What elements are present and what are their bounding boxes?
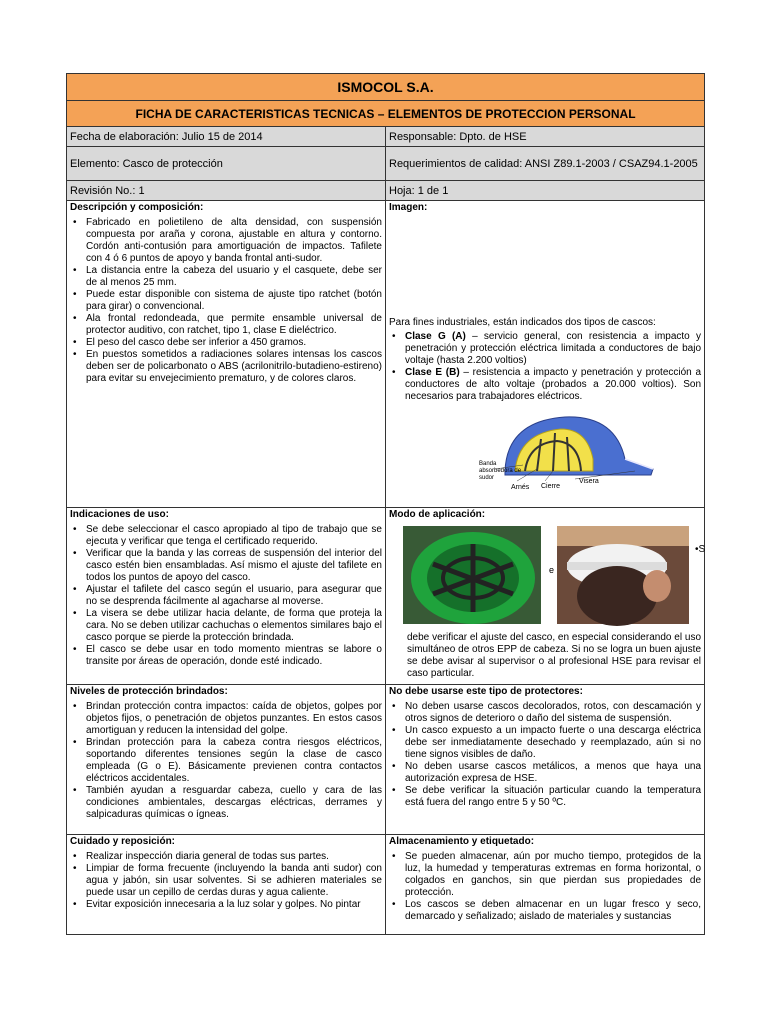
label-cierre: Cierre [541,483,561,490]
imagen-cell [386,201,705,508]
list-item: • Se pueden almacenar, aún por mucho tiempo, protegidos de la luz, la humedad y temperaturas extremas en forma horizontal, o colgados en ganchos, sin que pierdan sus propiedades de protección. [405,851,701,899]
list-item: • Brindan protección para la cabeza contra riesgos eléctricos, soportando diferentes tensiones según la clase de casco empleada (G o E). Básicamente previenen contra contactos eléctricos accidentales. [86,737,382,785]
no-usar-heading: No debe usarse este tipo de protectores: [389,686,583,697]
requerimientos-cell: Requerimientos de calidad: ANSI Z89.1-2003 / CSAZ94.1-2005 [386,147,705,181]
modo-cell [386,508,705,685]
clase-e-label: Clase E (B) [405,367,460,378]
list-item: • Ajustar el tafilete del casco según el usuario, para asegurar que no se desprenda fácilmente al agacharse al moverse. [86,584,382,608]
list-item: • Limpiar de forma frecuente (incluyendo la banda anti sudor) con agua y jabón, sin usar solventes. Si se adhieren materiales se puede usar un cepillo de cerdas duras y agua caliente. [86,863,382,899]
document-subtitle: FICHA DE CARACTERISTICAS TECNICAS – ELEMENTOS DE PROTECCION PERSONAL [67,101,705,127]
list-item: • No deben usarse cascos decolorados, rotos, con descamación y otros signos de deterioro o daño del sistema de suspensión. [405,701,701,725]
niveles-heading: Niveles de protección brindados: [70,686,228,697]
indicaciones-list [70,524,382,668]
list-item: • Se debe seleccionar el casco apropiado al tipo de trabajo que se ejecuta y verificar que tenga el certificado requerido. [86,524,382,548]
modo-photos [389,524,706,624]
list-item [405,331,701,367]
hoja-cell: Hoja: 1 de 1 [386,181,705,201]
list-item: • También ayudan a resguardar cabeza, cuello y cara de las condiciones ambientales, descargas eléctricas, derrames y salpicaduras químicas o ígneas. [86,785,382,821]
no-usar-cell [386,685,705,835]
fecha-cell: Fecha de elaboración: Julio 15 de 2014 [67,127,386,147]
helmet-wearing-photo [557,526,689,624]
revision-cell: Revisión No.: 1 [67,181,386,201]
clase-g-label: Clase G (A) [405,331,466,342]
descripcion-heading: Descripción y composición: [70,202,204,213]
list-item: • Evitar exposición innecesaria a la luz solar y golpes. No pintar [86,899,382,911]
descripcion-cell [67,201,386,508]
list-item: • El casco se debe usar en todo momento mientras se labore o transite por áreas de operación, donde esté indicado. [86,644,382,668]
list-item: • La visera se debe utilizar hacia delante, de forma que proteja la cara. No se deben utilizar cachuchas o elementos similares bajo el casco porque se pierde la protección brindada. [86,608,382,644]
list-item: • Brindan protección contra impactos: caída de objetos, golpes por objetos fijos, o penetración de objetos punzantes. En estos casos amortiguan y reducen la intensidad del golpe. [86,701,382,737]
list-item: • No deben usarse cascos metálicos, a menos que haya una autorización expresa de HSE. [405,761,701,785]
stray-letter: e [549,565,555,575]
helmet-interior-photo [403,526,541,624]
modo-heading: Modo de aplicación: [389,509,486,520]
label-visera: Visera [579,478,599,485]
almacenamiento-list [389,851,701,923]
list-item: • Un casco expuesto a un impacto fuerte o una descarga eléctrica debe ser inmediatamente desechado y reemplazado, aún si no tiene signos visibles de daño. [405,725,701,761]
cuidado-heading: Cuidado y reposición: [70,836,176,847]
list-item: • Ala frontal redondeada, que permite ensamble universal de protector auditivo, con ratchet, tipo 1, clase E dieléctrico. [86,313,382,337]
almacenamiento-heading: Almacenamiento y etiquetado: [389,836,535,847]
list-item: • Los cascos se deben almacenar en un lugar fresco y seco, demarcado y señalizado; aislado de materiales y sustancias [405,899,701,923]
list-item: • El peso del casco debe ser inferior a 450 gramos. [86,337,382,349]
list-item: • Puede estar disponible con sistema de ajuste tipo ratchet (botón para girar) o convencional. [86,289,382,313]
responsable-cell: Responsable: Dpto. de HSE [386,127,705,147]
list-item [405,367,701,403]
helmet-diagram [389,409,701,499]
niveles-cell [67,685,386,835]
elemento-cell: Elemento: Casco de protección [67,147,386,181]
list-item: • La distancia entre la cabeza del usuario y el casquete, debe ser de al menos 25 mm. [86,265,382,289]
list-item: • Realizar inspección diaria general de todas sus partes. [86,851,382,863]
almacenamiento-cell [386,835,705,935]
modo-text: debe verificar el ajuste del casco, en especial considerando el uso simultáneo de otros EPP de cabeza. Si no se logra un buen ajuste se debe avisar al supervisor o al profesional HSE para revisar el caso particular. [407,632,702,679]
indicaciones-heading: Indicaciones de uso: [70,509,169,520]
cuidado-list [70,851,382,911]
list-item: • Verificar que la banda y las correas de suspensión del interior del casco estén bien ensambladas. Así mismo el ajuste del tafilete en todos los puntos de apoyo del casco. [86,548,382,584]
spec-table [66,73,705,935]
company-title: ISMOCOL S.A. [67,74,705,101]
imagen-intro: Para fines industriales, están indicados dos tipos de cascos: [389,317,656,328]
niveles-list [70,701,382,821]
cuidado-cell [67,835,386,935]
clases-list [389,331,701,403]
imagen-heading: Imagen: [389,202,428,213]
indicaciones-cell [67,508,386,685]
clase-g-text: – servicio general, con resistencia a impacto y penetración y protección eléctrica limitada a conductores de bajo voltaje (hasta 2.200 voltios) [405,331,702,366]
list-item: • Fabricado en polietileno de alta densidad, con suspensión compuesta por araña y corona, ajustable en altura y contorno. Cordón anti-contusión para amortiguación de impactos. Tafilete con 4 ó 6 puntos de apoyo y banda frontal anti-sudor. [86,217,382,265]
list-item: • Se debe verificar la situación particular cuando la temperatura está fuera del rango entre 5 y 50 ºC. [405,785,701,809]
clase-e-text: – resistencia a impacto y penetración y protección a conductores de alto voltaje (probados a 20.000 voltios). Son necesarios para trabajadores eléctricos. [405,367,702,402]
helmet-cutaway-image [475,409,675,499]
document-sheet [66,73,704,939]
label-arnes: Arnés [511,484,530,491]
descripcion-list [70,217,382,385]
no-usar-list [389,701,701,809]
stray-bullet: •S [695,544,706,555]
list-item: • En puestos sometidos a radiaciones solares intensas los cascos deben ser de policarbonato o ABS (acrilonitrilo-butadieno-estireno) para evitar su envejecimiento prematuro, y de colores claros. [86,349,382,385]
label-banda: Banda absorbedora de sudor [479,461,522,481]
